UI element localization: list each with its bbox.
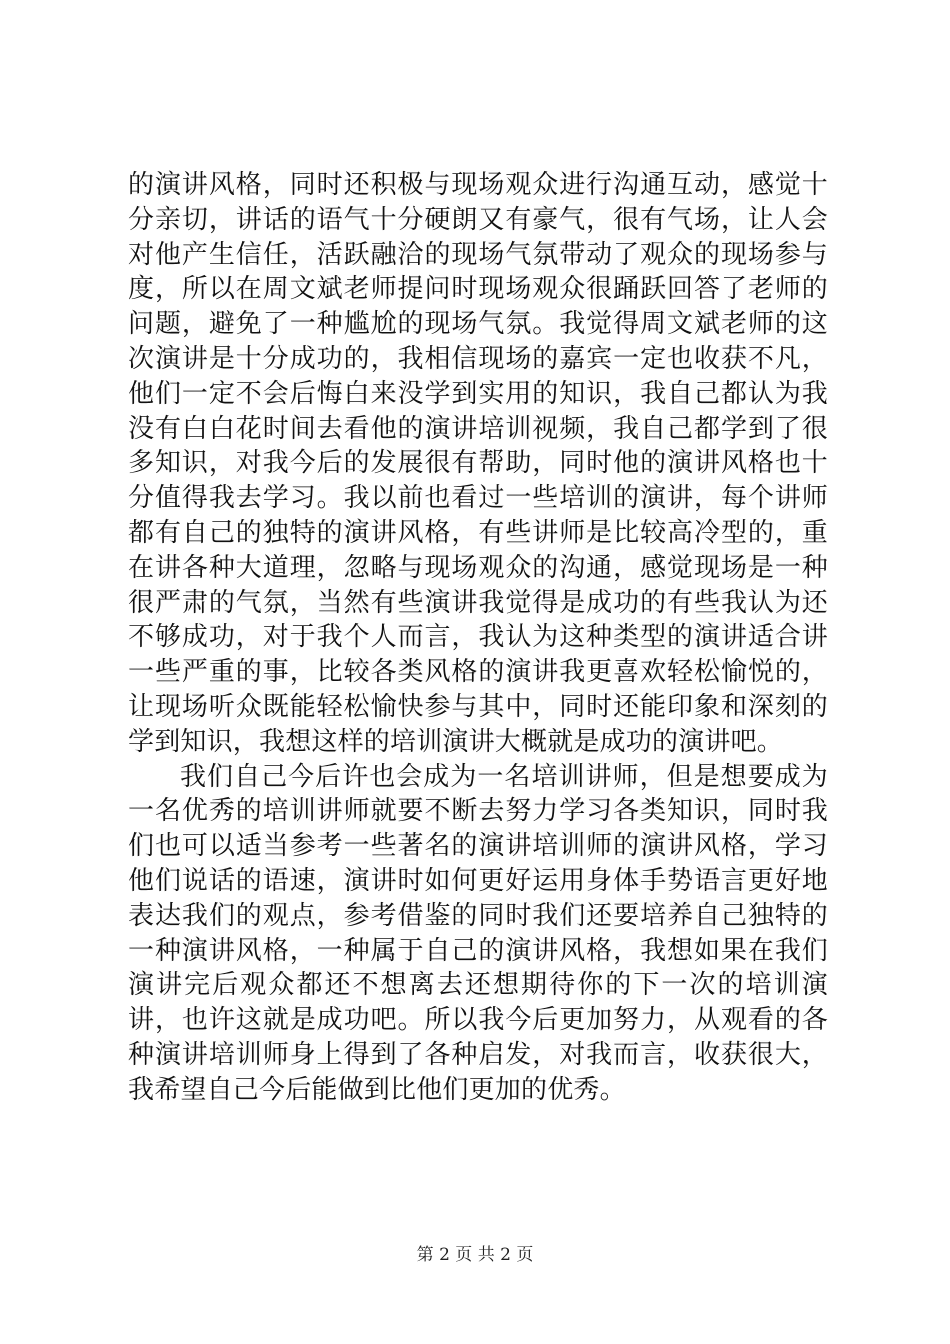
page-number-footer: 第 2 页 共 2 页 <box>416 1245 534 1265</box>
body-paragraph: 我们自己今后许也会成为一名培训讲师，但是想要成为一名优秀的培训讲师就要不断去努力学习各类知识，同时我们也可以适当参考一些著名的演讲培训师的演讲风格，学习他们说话的语速，演讲时如何更好运用身体手势语言更好地表达我们的观点，参考借鉴的同时我们还要培养自己独特的一种演讲风格，一种属于自己的演讲风格，我想如果在我们演讲完后观众都还不想离去还想期待你的下一次的培训演讲，也许这就是成功吧。所以我今后更加努力，从观看的各种演讲培训师身上得到了各种启发，对我而言，收获很大，我希望自己今后能做到比他们更加的优秀。 <box>128 761 828 1105</box>
body-paragraph: 的演讲风格，同时还积极与现场观众进行沟通互动，感觉十分亲切，讲话的语气十分硬朗又有豪气，很有气场，让人会对他产生信任，活跃融洽的现场气氛带动了观众的现场参与度，所以在周文斌老师提问时现场观众很踊跃回答了老师的问题，避免了一种尴尬的现场气氛。我觉得周文斌老师的这次演讲是十分成功的，我相信现场的嘉宾一定也收获不凡，他们一定不会后悔白来没学到实用的知识，我自己都认为我没有白白花时间去看他的演讲培训视频，我自己都学到了很多知识，对我今后的发展很有帮助，同时他的演讲风格也十分值得我去学习。我以前也看过一些培训的演讲，每个讲师都有自己的独特的演讲风格，有些讲师是比较高冷型的，重在讲各种大道理，忽略与现场观众的沟通，感觉现场是一种很严肃的气氛，当然有些演讲我觉得是成功的有些我认为还不够成功，对于我个人而言，我认为这种类型的演讲适合讲一些严重的事，比较各类风格的演讲我更喜欢轻松愉悦的，让现场听众既能轻松愉快参与其中，同时还能印象和深刻的学到知识，我想这样的培训演讲大概就是成功的演讲吧。 <box>128 170 828 757</box>
document-body <box>128 168 828 1108</box>
